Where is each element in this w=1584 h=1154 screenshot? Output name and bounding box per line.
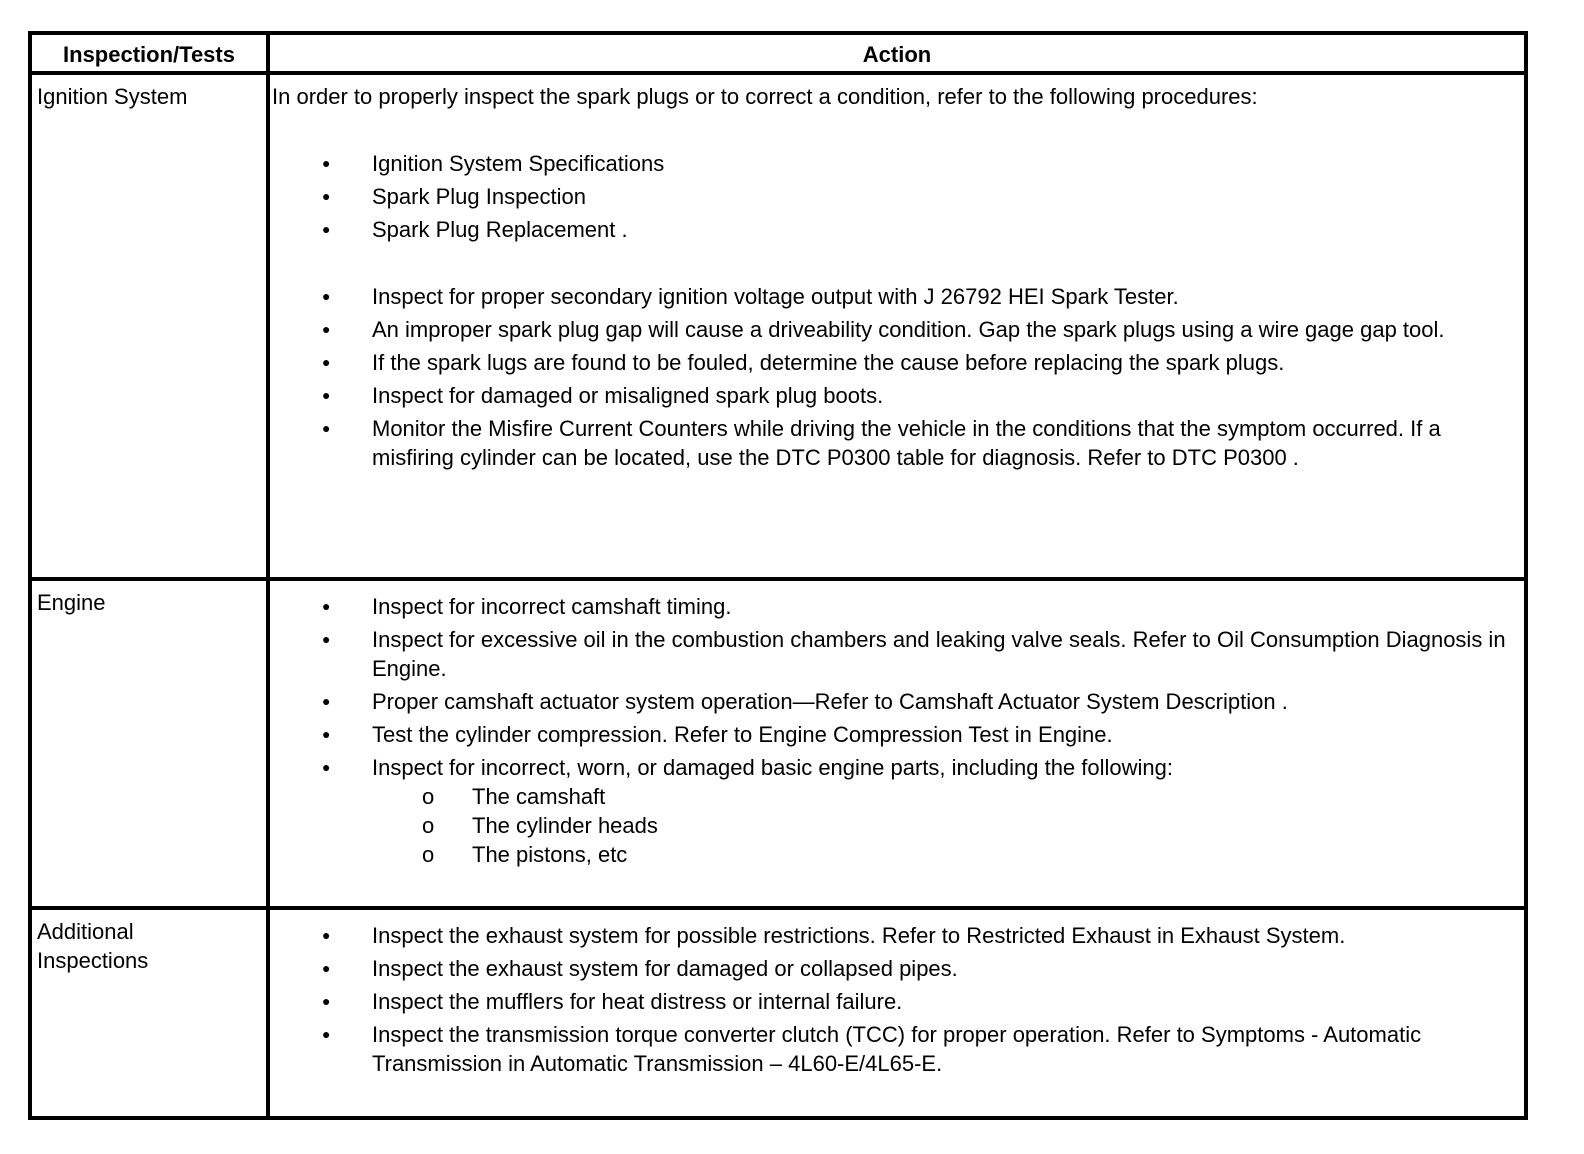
header-action: Action: [862, 42, 932, 67]
list-item: ● Inspect the exhaust system for possible restrictions. Refer to Restricted Exhaust in Exhaust System.: [272, 921, 1517, 950]
sub-list-item: o The cylinder heads: [272, 811, 1517, 840]
list-item: ● Inspect the transmission torque converter clutch (TCC) for proper operation. Refer to Symptoms - Automatic Transmission in Automatic Transmission – 4L60-E/4L65-E.: [272, 1020, 1517, 1078]
ignition-actions: [272, 82, 1517, 476]
row-divider: [32, 577, 1524, 581]
row-label-ignition-system: Ignition System: [37, 84, 188, 109]
list-item: ● If the spark lugs are found to be fouled, determine the cause before replacing the spark plugs.: [272, 348, 1517, 377]
list-item: ● Test the cylinder compression. Refer to Engine Compression Test in Engine.: [272, 720, 1517, 749]
row-label-additional-inspections: Additional Inspections: [37, 919, 149, 973]
list-item: ● Ignition System Specifications: [272, 149, 1517, 178]
row-label-engine: Engine: [37, 590, 106, 615]
additional-actions: [272, 921, 1517, 1082]
list-item: ● Inspect for proper secondary ignition voltage output with J 26792 HEI Spark Tester.: [272, 282, 1517, 311]
list-item: ● Spark Plug Replacement .: [272, 215, 1517, 244]
list-item: ● Monitor the Misfire Current Counters while driving the vehicle in the conditions that the symptom occurred. If a misfiring cylinder can be located, use the DTC P0300 table for diagnosis. Refer to DTC P0300 .: [272, 414, 1517, 472]
engine-check-list: [272, 592, 1517, 869]
list-item: ● Inspect for incorrect camshaft timing.: [272, 592, 1517, 621]
additional-check-list: [272, 921, 1517, 1078]
list-item: ● Inspect for excessive oil in the combustion chambers and leaking valve seals. Refer to Oil Consumption Diagnosis in Engine.: [272, 625, 1517, 683]
list-item: ● An improper spark plug gap will cause a driveability condition. Gap the spark plugs using a wire gage gap tool.: [272, 315, 1517, 344]
list-item: [272, 753, 1517, 869]
list-item: ● Proper camshaft actuator system operation—Refer to Camshaft Actuator System Description .: [272, 687, 1517, 716]
list-item: ● Inspect the mufflers for heat distress or internal failure.: [272, 987, 1517, 1016]
engine-actions: [272, 592, 1517, 869]
sub-list-item: o The pistons, etc: [272, 840, 1517, 869]
header-inspection-tests: Inspection/Tests: [63, 42, 235, 67]
ignition-check-list: [272, 282, 1517, 472]
list-item: ● Spark Plug Inspection: [272, 182, 1517, 211]
list-item-text: Inspect for incorrect, worn, or damaged basic engine parts, including the following:: [372, 755, 1173, 780]
ignition-procedure-list: [272, 149, 1517, 244]
list-item: ● Inspect the exhaust system for damaged or collapsed pipes.: [272, 954, 1517, 983]
list-item: ● Inspect for damaged or misaligned spark plug boots.: [272, 381, 1517, 410]
header-divider: [32, 71, 1524, 75]
ignition-intro: In order to properly inspect the spark plugs or to correct a condition, refer to the following procedures:: [272, 84, 1258, 109]
column-divider: [266, 35, 270, 1116]
row-divider: [32, 906, 1524, 910]
inspection-table: [28, 31, 1528, 1120]
sub-list-item: o The camshaft: [272, 782, 1517, 811]
engine-parts-sublist: [272, 782, 1517, 869]
